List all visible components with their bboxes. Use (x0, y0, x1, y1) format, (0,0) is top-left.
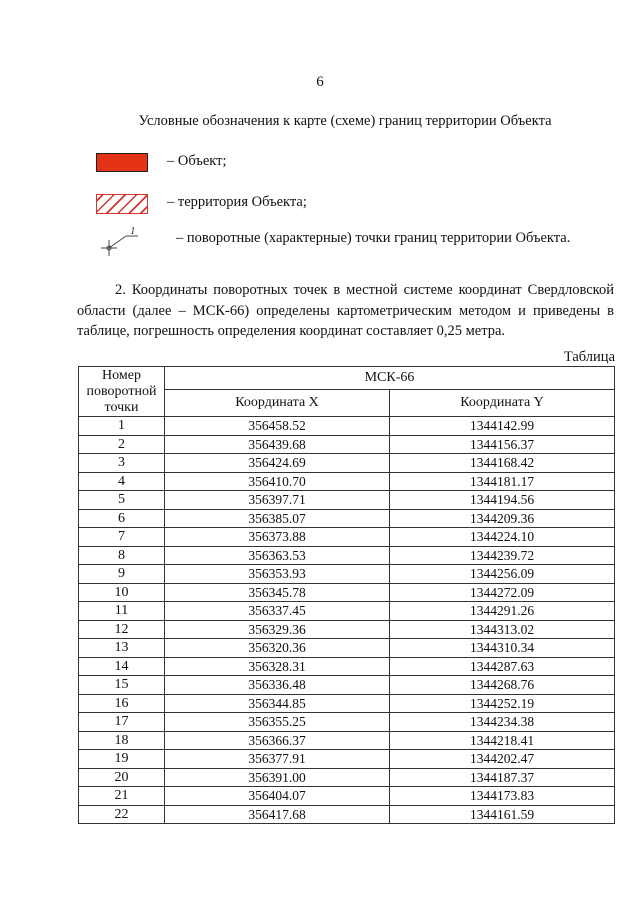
table-row (79, 787, 615, 806)
table-row (79, 565, 615, 584)
cell-coordinate-y: 1344173.83 (390, 787, 615, 806)
cell-coordinate-y: 1344272.09 (390, 583, 615, 602)
cell-coordinate-x: 356373.88 (165, 528, 390, 547)
cell-coordinate-y: 1344218.41 (390, 731, 615, 750)
cell-point-number: 2 (79, 435, 165, 454)
cell-coordinate-x: 356397.71 (165, 491, 390, 510)
cell-coordinate-y: 1344256.09 (390, 565, 615, 584)
table-row (79, 768, 615, 787)
table-row (79, 454, 615, 473)
coordinates-paragraph: 2. Координаты поворотных точек в местной системе координат Свердловской области (далее – МСК-66) определены картометрическим методом и приведены в таблице, погрешность определения координат составляет 0,25 метра. (77, 282, 614, 339)
cell-coordinate-x: 356385.07 (165, 509, 390, 528)
table-row (79, 639, 615, 658)
cell-coordinate-x: 356363.53 (165, 546, 390, 565)
cell-point-number: 14 (79, 657, 165, 676)
header-x: Координата X (165, 390, 390, 417)
cell-point-number: 17 (79, 713, 165, 732)
cell-coordinate-y: 1344194.56 (390, 491, 615, 510)
cell-coordinate-x: 356439.68 (165, 435, 390, 454)
cell-point-number: 7 (79, 528, 165, 547)
cell-point-number: 19 (79, 750, 165, 769)
cell-coordinate-y: 1344202.47 (390, 750, 615, 769)
cell-coordinate-y: 1344234.38 (390, 713, 615, 732)
cell-point-number: 18 (79, 731, 165, 750)
table-row (79, 713, 615, 732)
cell-coordinate-y: 1344268.76 (390, 676, 615, 695)
cell-point-number: 3 (79, 454, 165, 473)
cell-point-number: 12 (79, 620, 165, 639)
table-row (79, 657, 615, 676)
cell-coordinate-x: 356404.07 (165, 787, 390, 806)
cell-point-number: 21 (79, 787, 165, 806)
cell-coordinate-x: 356410.70 (165, 472, 390, 491)
table-row (79, 583, 615, 602)
turning-point-number: 1 (130, 226, 136, 237)
cell-coordinate-y: 1344291.26 (390, 602, 615, 621)
cell-point-number: 8 (79, 546, 165, 565)
cell-coordinate-y: 1344287.63 (390, 657, 615, 676)
cell-coordinate-x: 356391.00 (165, 768, 390, 787)
cell-coordinate-y: 1344168.42 (390, 454, 615, 473)
legend-territory-label: – территория Объекта; (167, 194, 307, 210)
cell-coordinate-x: 356377.91 (165, 750, 390, 769)
cell-point-number: 16 (79, 694, 165, 713)
cell-coordinate-y: 1344224.10 (390, 528, 615, 547)
table-row (79, 528, 615, 547)
table-row (79, 805, 615, 824)
cell-point-number: 11 (79, 602, 165, 621)
table-row (79, 417, 615, 436)
cell-coordinate-y: 1344313.02 (390, 620, 615, 639)
cell-coordinate-y: 1344252.19 (390, 694, 615, 713)
table-row (79, 491, 615, 510)
table-row (79, 472, 615, 491)
table-row (79, 620, 615, 639)
page-number: 6 (316, 74, 324, 90)
turning-point-symbol (98, 226, 150, 260)
table-row (79, 694, 615, 713)
cell-coordinate-y: 1344161.59 (390, 805, 615, 824)
cell-coordinate-x: 356355.25 (165, 713, 390, 732)
legend-point-label: – поворотные (характерные) точки границ территории Объекта. (176, 230, 571, 246)
cell-coordinate-x: 356344.85 (165, 694, 390, 713)
cell-coordinate-x: 356424.69 (165, 454, 390, 473)
cell-coordinate-x: 356336.48 (165, 676, 390, 695)
cell-coordinate-x: 356345.78 (165, 583, 390, 602)
cell-coordinate-x: 356337.45 (165, 602, 390, 621)
cell-coordinate-x: 356458.52 (165, 417, 390, 436)
territory-hatch-symbol (96, 194, 148, 214)
cell-coordinate-x: 356328.31 (165, 657, 390, 676)
cell-coordinate-y: 1344156.37 (390, 435, 615, 454)
cell-point-number: 1 (79, 417, 165, 436)
cell-point-number: 10 (79, 583, 165, 602)
object-symbol (96, 153, 148, 172)
cell-coordinate-x: 356320.36 (165, 639, 390, 658)
cell-point-number: 22 (79, 805, 165, 824)
legend-title: Условные обозначения к карте (схеме) границ территории Объекта (138, 113, 552, 129)
table-row (79, 676, 615, 695)
header-system: МСК-66 (165, 367, 615, 390)
table-row (79, 435, 615, 454)
cell-coordinate-y: 1344239.72 (390, 546, 615, 565)
table-row (79, 602, 615, 621)
legend-object-label: – Объект; (167, 153, 227, 169)
cell-coordinate-y: 1344187.37 (390, 768, 615, 787)
table-row (79, 509, 615, 528)
cell-point-number: 4 (79, 472, 165, 491)
header-point-number: Номер поворотной точки (79, 367, 165, 417)
cell-point-number: 20 (79, 768, 165, 787)
cell-coordinate-y: 1344181.17 (390, 472, 615, 491)
table-caption: Таблица (563, 349, 615, 365)
cell-point-number: 9 (79, 565, 165, 584)
cell-coordinate-y: 1344142.99 (390, 417, 615, 436)
coordinates-table (78, 366, 615, 824)
cell-point-number: 15 (79, 676, 165, 695)
cell-point-number: 5 (79, 491, 165, 510)
cell-coordinate-x: 356329.36 (165, 620, 390, 639)
table-row (79, 731, 615, 750)
table-row (79, 546, 615, 565)
header-y: Координата Y (390, 390, 615, 417)
cell-coordinate-x: 356353.93 (165, 565, 390, 584)
cell-coordinate-y: 1344209.36 (390, 509, 615, 528)
cell-point-number: 6 (79, 509, 165, 528)
cell-point-number: 13 (79, 639, 165, 658)
cell-coordinate-x: 356417.68 (165, 805, 390, 824)
cell-coordinate-y: 1344310.34 (390, 639, 615, 658)
cell-coordinate-x: 356366.37 (165, 731, 390, 750)
table-row (79, 750, 615, 769)
